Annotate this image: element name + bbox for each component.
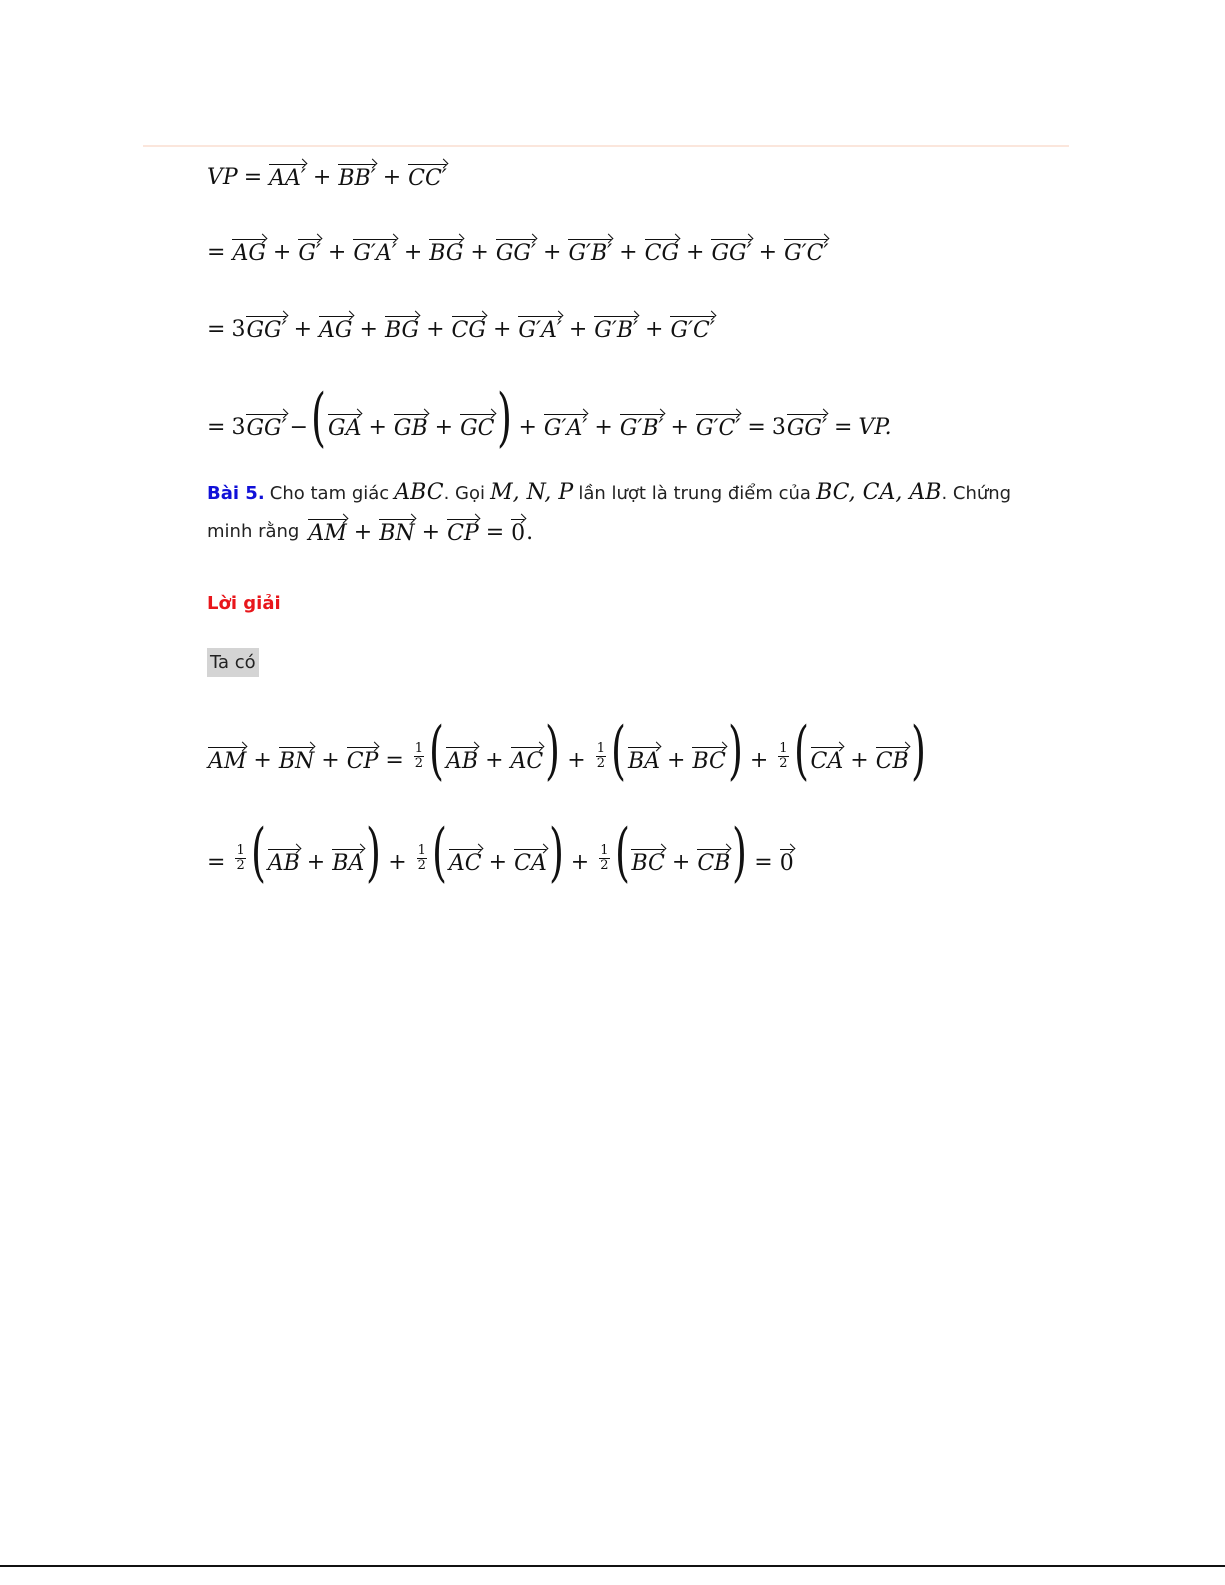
fraction-half: $\frac{1}{2}$ xyxy=(779,741,788,771)
bottom-divider xyxy=(0,1565,1225,1567)
vector: CP xyxy=(346,743,380,773)
vector: G′A′ xyxy=(352,235,397,265)
vector: CA xyxy=(513,845,548,875)
triangle-name: ABC xyxy=(394,480,444,505)
vector: AG xyxy=(231,235,266,265)
vector: G′B′ xyxy=(619,410,665,440)
vector: G′C′ xyxy=(669,312,715,342)
vector: GG′ xyxy=(495,235,537,265)
vector: CB xyxy=(875,743,910,773)
equation-expand: = AG + G′ + G′A′ + BG + GG′ + G′B′ + CG + GG′ + G′C′ xyxy=(207,235,829,265)
top-divider xyxy=(143,145,1069,147)
problem-label: Bài 5. xyxy=(207,483,265,504)
vector: BC xyxy=(691,743,726,773)
equation-result: = 3 GG′ − ( GA + GB + GC ) + G′A′ + G′B′ + G′C′ = 3 GG′ = VP. xyxy=(207,381,892,455)
vector: G′B′ xyxy=(593,312,639,342)
equation-regroup: = 3 GG′ + AG + BG + CG + G′A′ + G′B′ + G′C′ xyxy=(207,312,716,342)
equation-sum-midpoints: AM + BN + CP = $\frac{1}{2}$ ( AB + AC ) + $\frac{1}{2}$ ( BA + BC ) + $\frac{1}{2}$ ( CA + CB ) xyxy=(208,714,926,788)
vector: GB xyxy=(393,410,429,440)
vector: G′A′ xyxy=(543,410,588,440)
vector: AA′ xyxy=(268,160,307,190)
problem-line-1: Bài 5. Cho tam giác ABC. Gọi M, N, P lần lượt là trung điểm của BC, CA, AB. Chứng xyxy=(207,480,1012,505)
vector: GG′ xyxy=(786,410,828,440)
fraction-half: $\frac{1}{2}$ xyxy=(414,741,424,771)
vector: BB′ xyxy=(337,160,376,190)
triangle-sides: BC, CA, AB xyxy=(816,480,942,505)
vector: BC xyxy=(630,845,665,875)
solution-title: Lời giải xyxy=(207,593,281,614)
vector: AC xyxy=(510,743,545,773)
vector: AB xyxy=(445,743,479,773)
vector: G′C′ xyxy=(695,410,741,440)
vector: CC′ xyxy=(407,160,448,190)
vector: G′ xyxy=(297,235,322,265)
zero-vector: 0 xyxy=(779,845,795,875)
vector: BN xyxy=(378,515,415,545)
vector: AB xyxy=(267,845,301,875)
equation-vp: VP = AA′ + BB′ + CC′ xyxy=(207,160,448,190)
vector: CG xyxy=(451,312,487,342)
vector: BA xyxy=(627,743,661,773)
fraction-half: $\frac{1}{2}$ xyxy=(600,843,609,873)
vector: CA xyxy=(810,743,845,773)
vector: GG′ xyxy=(245,410,287,440)
equation-zero: = $\frac{1}{2}$ ( AB + BA ) + $\frac{1}{2}$ ( AC + CA ) + $\frac{1}{2}$ ( BC + CB ) = 0 xyxy=(207,816,794,890)
vector: BN xyxy=(278,743,315,773)
vector: GC xyxy=(459,410,495,440)
midpoints: M, N, P xyxy=(490,480,574,505)
solution-intro: Ta có xyxy=(207,652,259,673)
vector: G′C′ xyxy=(783,235,829,265)
vector: G′B′ xyxy=(567,235,613,265)
vector: AG xyxy=(318,312,353,342)
right-paren: ) xyxy=(496,381,512,455)
zero-vector: 0 xyxy=(510,515,526,545)
vector: CB xyxy=(696,845,731,875)
fraction-half: $\frac{1}{2}$ xyxy=(596,741,605,771)
vector: GG′ xyxy=(245,312,287,342)
vector: BG xyxy=(428,235,464,265)
vector: G′A′ xyxy=(517,312,562,342)
vector: BG xyxy=(384,312,420,342)
vector: AM xyxy=(307,515,347,545)
vector: BA xyxy=(331,845,365,875)
vector: CP xyxy=(446,515,480,545)
vector: CG xyxy=(644,235,680,265)
vector: AC xyxy=(448,845,483,875)
left-paren: ( xyxy=(311,381,327,455)
fraction-half: $\frac{1}{2}$ xyxy=(236,843,245,873)
fraction-half: $\frac{1}{2}$ xyxy=(417,843,426,873)
problem-line-2: minh rằng AM + BN + CP = 0 . xyxy=(207,515,533,545)
vp-label: VP xyxy=(207,165,238,190)
vector: AM xyxy=(207,743,247,773)
vector: GA xyxy=(327,410,362,440)
vector: GG′ xyxy=(710,235,752,265)
